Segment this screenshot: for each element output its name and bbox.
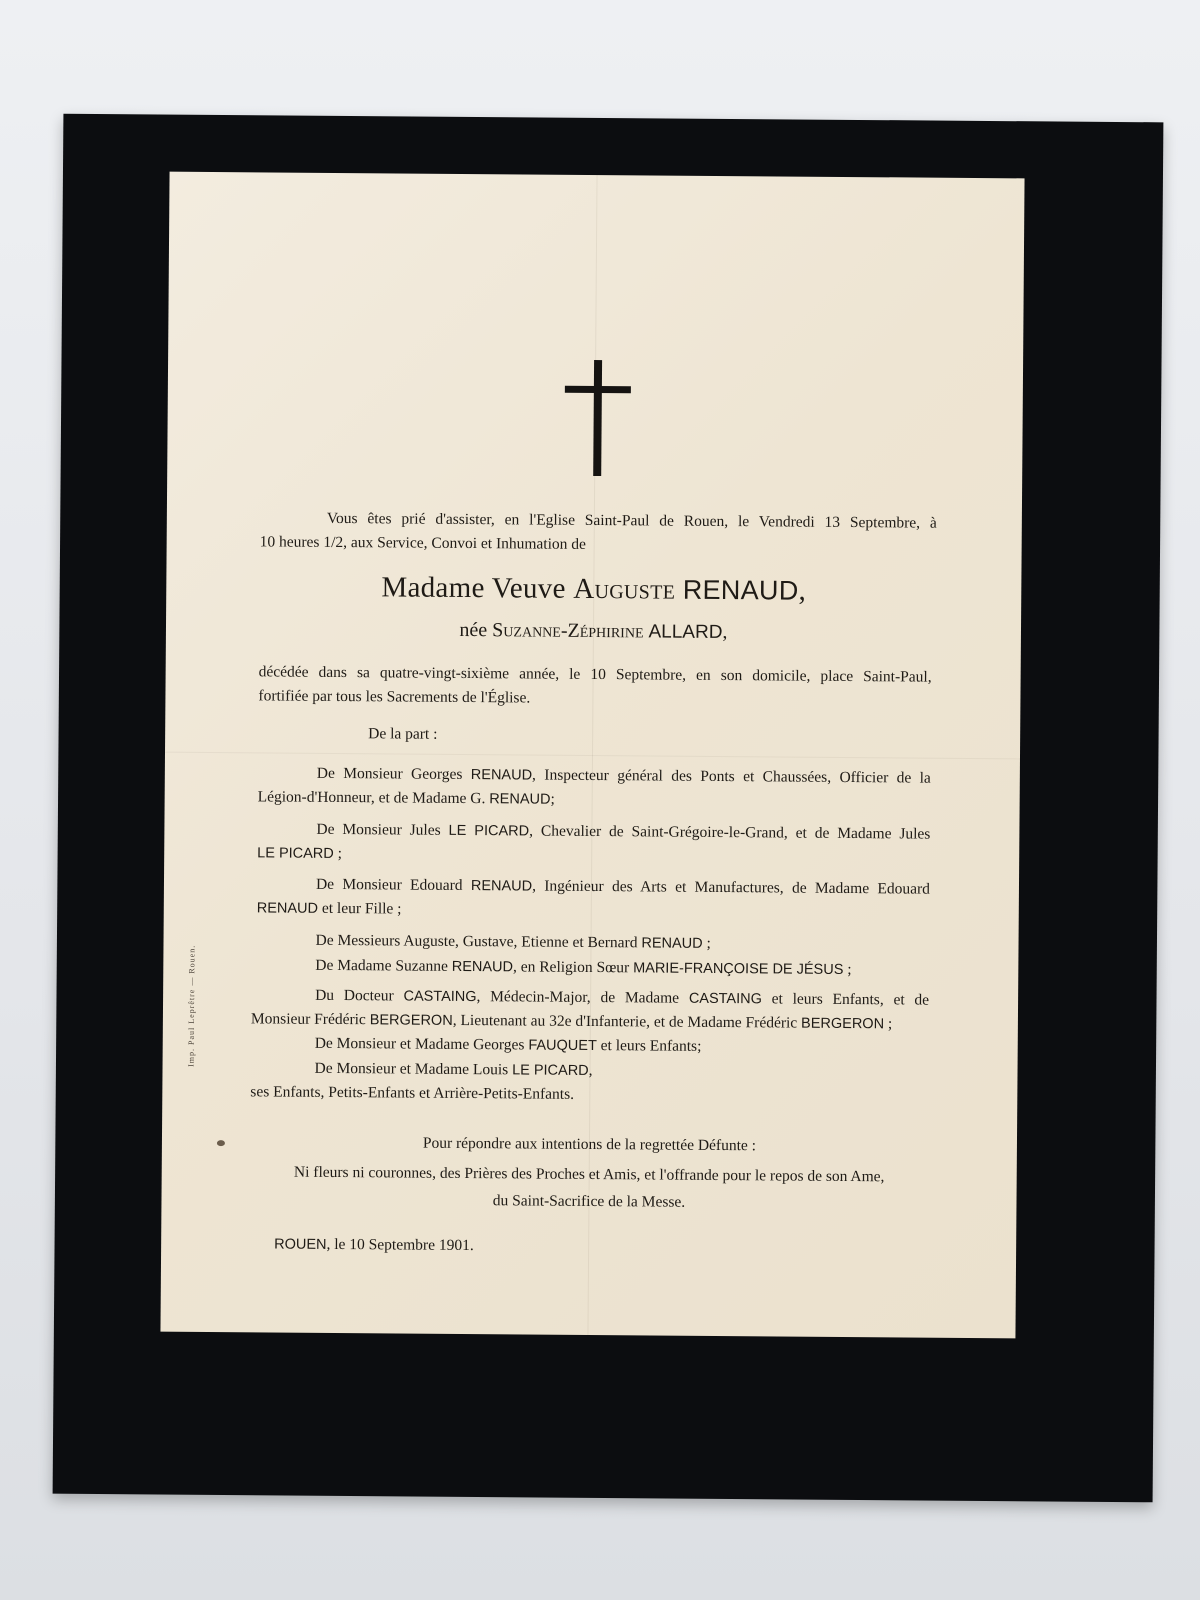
paper-blemish xyxy=(217,1140,225,1146)
death-line-2: fortifiée par tous les Sacrements de l'Église. xyxy=(258,687,531,707)
honorific: Madame Veuve xyxy=(381,571,566,605)
family-entry-2-line-1: De Monsieur Jules LE PICARD, Chevalier de Saint-Grégoire-le-Grand, et de Madame Jules xyxy=(316,820,931,843)
maiden-surname: ALLARD xyxy=(648,621,723,644)
intro-line-1: Vous êtes prié d'assister, en l'Eglise Saint-Paul de Rouen, le Vendredi 13 Septembre, à xyxy=(326,509,937,532)
first-name: Auguste xyxy=(573,572,676,606)
maiden-name xyxy=(166,614,1021,650)
cross-icon xyxy=(564,360,631,477)
family-entry-8: De Monsieur et Madame Louis LE PICARD, xyxy=(314,1059,593,1080)
surname: RENAUD xyxy=(682,574,799,606)
family-entry-7: De Monsieur et Madame Georges FAUQUET et leurs Enfants; xyxy=(314,1034,702,1055)
nee-punct: , xyxy=(722,621,728,644)
place-date: ROUEN, le 10 Septembre 1901. xyxy=(274,1235,474,1255)
family-entry-2-line-2: LE PICARD ; xyxy=(257,845,343,863)
nee-label: née xyxy=(459,618,488,642)
wishes-line-2: Ni fleurs ni couronnes, des Prières des Proches et Amis, et l'offrande pour le repos de son Ame, xyxy=(293,1163,885,1186)
wishes-line-3: du Saint-Sacrifice de la Messe. xyxy=(492,1192,686,1211)
family-entry-4: De Messieurs Auguste, Gustave, Etienne et Bernard RENAUD ; xyxy=(315,931,711,952)
maiden-first-name: Suzanne-Zéphirine xyxy=(492,619,644,643)
name-punct: , xyxy=(798,574,807,607)
death-line-1: décédée dans sa quatre-vingt-sixième année, le 10 Septembre, en son domicile, place Saint-Paul, xyxy=(258,663,932,686)
family-entry-1-line-2: Légion-d'Honneur, et de Madame G. RENAUD; xyxy=(257,788,555,808)
family-entry-6-line-1: Du Docteur CASTAING, Médecin-Major, de Madame CASTAING et leurs Enfants, et de xyxy=(315,986,930,1009)
funeral-notice-card xyxy=(160,172,1024,1339)
family-entry-1-line-1: De Monsieur Georges RENAUD, Inspecteur général des Ponts et Chaussées, Officier de la xyxy=(316,764,931,787)
family-entry-3-line-1: De Monsieur Edouard RENAUD, Ingénieur des Arts et Manufactures, de Madame Edouard xyxy=(315,875,931,898)
family-entry-6-line-2: Monsieur Frédéric BERGERON, Lieutenant au 32e d'Infanterie, et de Madame Frédéric BERGERON ; xyxy=(250,1010,893,1033)
wishes-line-1: Pour répondre aux intentions de la regrettée Défunte : xyxy=(422,1134,757,1155)
intro-line-2: 10 heures 1/2, aux Service, Convoi et Inhumation de xyxy=(259,533,587,553)
printer-imprint: Imp. Paul Leprêtre — Rouen. xyxy=(186,944,197,1067)
deceased-name xyxy=(166,568,1021,611)
descendants-line: ses Enfants, Petits-Enfants et Arrière-Petits-Enfants. xyxy=(250,1083,575,1103)
family-entry-3-line-2: RENAUD et leur Fille ; xyxy=(256,899,402,918)
family-entry-5: De Madame Suzanne RENAUD, en Religion Sœur MARIE-FRANÇOISE DE JÉSUS ; xyxy=(315,956,852,979)
de-la-part: De la part : xyxy=(368,725,438,743)
